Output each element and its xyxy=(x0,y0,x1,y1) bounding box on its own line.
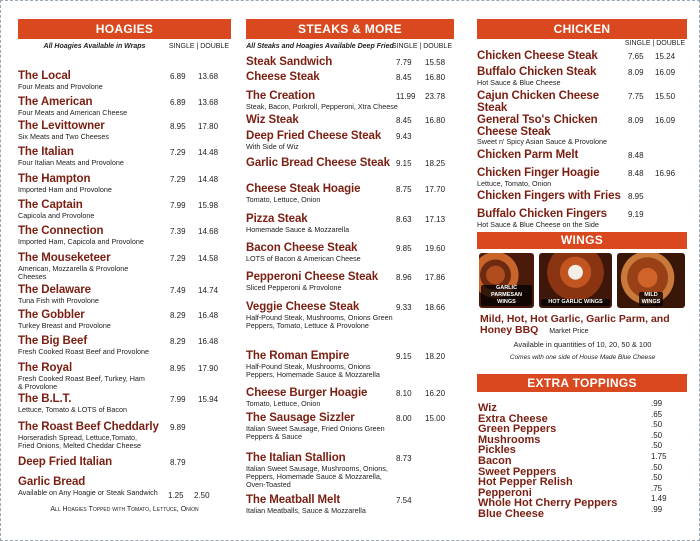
chicken-item xyxy=(477,168,687,188)
steak-item xyxy=(246,453,454,489)
steak-item-name: Steak Sandwich xyxy=(246,56,333,68)
hoagie-item-name: The Mouseketeer xyxy=(18,252,111,264)
hoagie-item-description: Four Meats and American Cheese xyxy=(18,107,128,117)
topping-price: .50 xyxy=(651,420,663,430)
chicken-item xyxy=(477,115,687,146)
hoagie-item-name: The Roast Beef Cheddarly xyxy=(18,421,159,433)
chicken-subheader xyxy=(477,41,687,49)
steak-item xyxy=(246,214,454,234)
chicken-item-single-price: 8.95 xyxy=(628,192,644,201)
chicken-item-double-price: 15.24 xyxy=(655,52,676,61)
hoagie-item-double-price: 14.68 xyxy=(198,227,219,236)
photo-label: GARLIC PARMESAN WINGS xyxy=(481,285,532,306)
steak-item-name: Deep Fried Cheese Steak xyxy=(246,130,382,142)
hoagie-item-name: Deep Fried Italian xyxy=(18,456,113,468)
wings-photos xyxy=(477,253,687,308)
hoagie-item-double-price: 14.58 xyxy=(198,254,219,263)
steak-item-description: With Side of Wiz xyxy=(246,141,299,151)
hoagie-item-single-price: 7.29 xyxy=(170,148,186,157)
wings-flavor-list: Mild, Hot, Hot Garlic, Garlic Parm, and Honey BBQ xyxy=(480,313,670,336)
steak-item-description: LOTS of Bacon & American Cheese xyxy=(246,253,361,263)
hoagie-item-description: Four Meats and Provolone xyxy=(18,81,103,91)
topping-price: 1.75 xyxy=(651,451,667,461)
hoagie-item xyxy=(18,71,231,91)
steak-item xyxy=(246,272,454,292)
chicken-item xyxy=(477,91,687,114)
topping-name: Hot Pepper Relish xyxy=(478,476,573,489)
hoagie-item-single-price: 8.29 xyxy=(170,337,186,346)
wings-info xyxy=(480,314,685,361)
topping-price: .75 xyxy=(651,483,663,493)
chicken-item-single-price: 8.48 xyxy=(628,151,644,160)
steak-item-single-price: 9.43 xyxy=(396,132,412,141)
steak-item-double-price: 18.66 xyxy=(425,303,446,312)
topping-name: Pickles xyxy=(478,444,516,457)
hoagie-item-description: Available on Any Hoagie or Steak Sandwich xyxy=(18,487,158,497)
steak-item-description: Half-Pound Steak, Mushrooms, Onions Green Peppers, Tomato, Lettuce & Provolone xyxy=(246,312,393,330)
steak-item-description: Tomato, Lettuce, Onion xyxy=(246,398,321,408)
steak-item-single-price: 8.75 xyxy=(396,185,412,194)
steak-item xyxy=(246,495,454,515)
steak-item-name: The Roman Empire xyxy=(246,350,350,362)
topping-price: .99 xyxy=(651,399,663,408)
hoagie-item-description: Six Meats and Two Cheeses xyxy=(18,131,109,141)
hoagie-item-single-price: 8.79 xyxy=(170,458,186,467)
steak-item-double-price: 17.86 xyxy=(425,273,446,282)
hoagie-item-name: The Levittowner xyxy=(18,120,105,132)
hoagie-item-description: Tuna Fish with Provolone xyxy=(18,295,99,305)
chicken-item-single-price: 7.65 xyxy=(628,52,644,61)
hoagie-item-double-price: 15.94 xyxy=(198,395,219,404)
steak-item-name: Bacon Cheese Steak xyxy=(246,242,358,254)
topping-item xyxy=(478,430,687,446)
steak-item-name: Garlic Bread Cheese Steak xyxy=(246,157,390,169)
chicken-item-name: Chicken Parm Melt xyxy=(477,149,579,161)
steak-item-description: Italian Sweet Sausage, Mushrooms, Onions, Peppers, Homemade Sauce & Mozzarella, Oven-Toasted xyxy=(246,463,388,489)
hoagie-item-description: Capicola and Provolone xyxy=(18,210,95,220)
hoagie-item-name: The Hampton xyxy=(18,173,91,185)
hoagie-item-name: The Big Beef xyxy=(18,335,88,347)
steak-item-double-price: 15.00 xyxy=(425,414,446,423)
topping-item xyxy=(478,504,687,520)
steaks-subheader xyxy=(246,42,454,55)
chicken-column xyxy=(477,19,687,229)
chicken-item-single-price: 9.19 xyxy=(628,210,644,219)
wings-section xyxy=(477,232,687,361)
steak-item xyxy=(246,91,454,111)
hoagie-item xyxy=(18,226,231,246)
hoagie-item xyxy=(18,174,231,194)
steaks-header: STEAKS & MORE xyxy=(246,19,454,39)
hoagie-item-single-price: 7.99 xyxy=(170,201,186,210)
steak-item-double-price: 23.78 xyxy=(425,92,446,101)
hoagie-item xyxy=(18,121,231,141)
steaks-size-header: SINGLE | DOUBLE xyxy=(391,43,452,50)
steak-item xyxy=(246,158,454,170)
hoagies-size-header: SINGLE | DOUBLE xyxy=(168,43,229,50)
steak-item-double-price: 16.80 xyxy=(425,116,446,125)
hoagie-item xyxy=(18,253,231,281)
steak-item-single-price: 8.45 xyxy=(396,116,412,125)
chicken-item-double-price: 16.96 xyxy=(655,169,676,178)
photo-label: HOT GARLIC WINGS xyxy=(541,299,610,306)
steak-item-double-price: 16.80 xyxy=(425,73,446,82)
hoagie-item-description: Imported Ham and Provolone xyxy=(18,184,112,194)
chicken-item-description: Hot Sauce & Blue Cheese xyxy=(477,77,561,87)
hoagie-item-single-price: 7.39 xyxy=(170,227,186,236)
hoagie-item-double-price: 16.48 xyxy=(198,311,219,320)
hoagie-item-single-price: 6.89 xyxy=(170,72,186,81)
hoagie-item-description: Fresh Cooked Roast Beef, Turkey, Ham & Provolone xyxy=(18,373,145,391)
hoagie-item-description: Horseradish Spread, Lettuce,Tomato, Fried Onions, Melted Cheddar Cheese xyxy=(18,432,142,450)
steak-item-description: Sliced Pepperoni & Provolone xyxy=(246,282,342,292)
steak-item-description: Tomato, Lettuce, Onion xyxy=(246,194,321,204)
topping-name: Mushrooms xyxy=(478,433,541,446)
wings-quantities: Available in quantities of 10, 20, 50 & 100 xyxy=(513,340,652,349)
hoagie-item-double-price: 14.48 xyxy=(198,148,219,157)
hoagie-item-description: Imported Ham, Capicola and Provolone xyxy=(18,236,144,246)
topping-price: .65 xyxy=(651,409,663,419)
toppings-header: EXTRA TOPPINGS xyxy=(477,374,687,392)
hoagie-item-single-price: 8.29 xyxy=(170,311,186,320)
hoagie-item-name: The B.L.T. xyxy=(18,393,72,405)
hoagie-item-double-price: 17.90 xyxy=(198,364,219,373)
chicken-item xyxy=(477,51,687,63)
steak-item-description: Steak, Bacon, Porkroll, Pepperoni, Xtra Cheese xyxy=(246,101,398,111)
topping-price: .50 xyxy=(651,473,663,483)
hoagie-item-single-price: 1.25 xyxy=(168,491,184,500)
steak-item-single-price: 8.45 xyxy=(396,73,412,82)
steak-item-single-price: 8.73 xyxy=(396,454,412,463)
topping-price: .50 xyxy=(651,441,663,451)
hoagie-item-single-price: 9.89 xyxy=(170,423,186,432)
chicken-item-name: Chicken Finger Hoagie xyxy=(477,167,600,179)
steak-item-single-price: 8.63 xyxy=(396,215,412,224)
hoagie-item xyxy=(18,457,231,469)
steak-item-double-price: 18.20 xyxy=(425,352,446,361)
steak-item xyxy=(246,57,454,69)
hoagie-item-description: Fresh Cooked Roast Beef and Provolone xyxy=(18,346,150,356)
steaks-column xyxy=(246,19,454,515)
hoagie-item-single-price: 7.29 xyxy=(170,254,186,263)
chicken-item xyxy=(477,150,687,162)
topping-name: Whole Hot Cherry Peppers xyxy=(478,497,618,510)
mild-wings-photo xyxy=(617,253,685,308)
steak-item xyxy=(246,413,454,441)
hoagie-item-single-price: 7.99 xyxy=(170,395,186,404)
toppings-section xyxy=(477,374,687,520)
hoagie-item xyxy=(18,422,231,450)
hoagie-item-double-price: 14.74 xyxy=(198,286,219,295)
chicken-item-name: Chicken Fingers with Fries xyxy=(477,190,621,202)
steak-item-name: The Meatball Melt xyxy=(246,494,341,506)
chicken-item-description: Hot Sauce & Blue Cheese on the Side xyxy=(477,219,599,229)
chicken-item-name: General Tso's Chicken Cheese Steak xyxy=(477,114,598,138)
hoagie-item xyxy=(18,97,231,117)
wings-blue-cheese-note: Comes with one side of House Made Blue Cheese xyxy=(509,354,656,361)
hoagie-item-name: The Gobbler xyxy=(18,309,85,321)
steak-item-single-price: 8.10 xyxy=(396,389,412,398)
hoagie-item xyxy=(18,363,231,391)
hoagie-item-double-price: 17.80 xyxy=(198,122,219,131)
hoagie-item-description: Turkey Breast and Provolone xyxy=(18,320,111,330)
hoagie-item-name: Garlic Bread xyxy=(18,476,86,488)
chicken-item xyxy=(477,209,687,229)
topping-name: Wiz xyxy=(478,402,497,414)
hoagie-item xyxy=(18,394,231,414)
hoagies-header: HOAGIES xyxy=(18,19,231,39)
steak-item xyxy=(246,243,454,263)
hoagie-item-name: The Delaware xyxy=(18,284,91,296)
hoagie-item xyxy=(18,200,231,220)
chicken-item-single-price: 8.09 xyxy=(628,68,644,77)
hoagie-item-description: Four Italian Meats and Provolone xyxy=(18,157,124,167)
chicken-item xyxy=(477,191,687,203)
steak-item xyxy=(246,72,454,84)
hoagie-item-name: The Connection xyxy=(18,225,104,237)
hoagie-item-double-price: 14.48 xyxy=(198,175,219,184)
hoagies-wrap-note: All Hoagies Available in Wraps xyxy=(43,43,146,50)
wings-header: WINGS xyxy=(477,232,687,249)
hot-garlic-wings-photo xyxy=(539,253,612,308)
hoagie-item-single-price: 6.89 xyxy=(170,98,186,107)
steak-item-name: The Italian Stallion xyxy=(246,452,346,464)
steak-item-single-price: 7.54 xyxy=(396,496,412,505)
hoagie-item-name: The Captain xyxy=(18,199,83,211)
steak-item-single-price: 7.79 xyxy=(396,58,412,67)
hoagie-item xyxy=(18,285,231,305)
steak-item-name: The Creation xyxy=(246,90,316,102)
steak-item-double-price: 19.60 xyxy=(425,244,446,253)
steak-item-name: Pizza Steak xyxy=(246,213,308,225)
hoagie-item-single-price: 8.95 xyxy=(170,122,186,131)
steak-item-name: Cheese Steak xyxy=(246,71,320,83)
steak-item xyxy=(246,302,454,330)
steak-item-single-price: 11.99 xyxy=(396,92,416,101)
steak-item-single-price: 9.85 xyxy=(396,244,412,253)
chicken-item-single-price: 8.48 xyxy=(628,169,644,178)
hoagie-item-double-price: 16.48 xyxy=(198,337,219,346)
steak-item-name: The Sausage Sizzler xyxy=(246,412,355,424)
hoagie-item-single-price: 7.49 xyxy=(170,286,186,295)
topping-item xyxy=(478,419,687,436)
topping-name: Green Peppers xyxy=(478,423,557,436)
steak-item-single-price: 9.15 xyxy=(396,352,412,361)
topping-name: Sweet Peppers xyxy=(478,465,557,478)
hoagies-column xyxy=(18,19,231,500)
chicken-item-name: Chicken Cheese Steak xyxy=(477,50,598,62)
steak-item-double-price: 16.20 xyxy=(425,389,446,398)
topping-price: .99 xyxy=(651,504,663,514)
hoagie-item-double-price: 13.68 xyxy=(198,98,219,107)
hoagie-item xyxy=(18,310,231,330)
chicken-item-double-price: 16.09 xyxy=(655,68,676,77)
steak-item-name: Cheese Steak Hoagie xyxy=(246,183,361,195)
steak-item-description: Italian Sweet Sausage, Fried Onions Green Peppers & Sauce xyxy=(246,423,385,441)
hoagie-item-double-price: 15.98 xyxy=(198,201,219,210)
chicken-item-name: Buffalo Chicken Steak xyxy=(477,66,597,78)
hoagie-item-single-price: 8.95 xyxy=(170,364,186,373)
topping-name: Pepperoni xyxy=(478,486,532,499)
hoagie-item-double-price: 2.50 xyxy=(194,491,210,500)
steak-item-double-price: 15.58 xyxy=(425,58,446,67)
hoagie-item-name: The Local xyxy=(18,70,71,82)
topping-name: Extra Cheese xyxy=(478,412,548,425)
steak-item-name: Wiz Steak xyxy=(246,114,299,126)
photo-label: MILD WINGS xyxy=(639,292,663,306)
chicken-size-header: SINGLE | DOUBLE xyxy=(624,40,685,47)
topping-price: .50 xyxy=(651,462,663,472)
topping-price: 1.49 xyxy=(651,494,667,504)
topping-list xyxy=(477,398,687,520)
steaks-deep-fried-note: All Steaks and Hoagies Available Deep Fried xyxy=(246,43,394,50)
chicken-item-single-price: 7.75 xyxy=(628,92,644,101)
steak-item-single-price: 8.00 xyxy=(396,414,412,423)
steak-item-single-price: 9.15 xyxy=(396,159,412,168)
wings-price: Market Price xyxy=(549,328,589,335)
hoagies-subheader xyxy=(18,42,231,55)
hoagies-footer: All Hoagies Topped with Tomato, Lettuce, Onion xyxy=(50,506,199,513)
chicken-item-name: Cajun Chicken Cheese Steak xyxy=(477,90,599,114)
hoagie-item-single-price: 7.29 xyxy=(170,175,186,184)
chicken-item-description: Lettuce, Tomato, Onion xyxy=(477,178,552,188)
chicken-item-name: Buffalo Chicken Fingers xyxy=(477,208,607,220)
hoagie-item-description: American, Mozzarella & Provolone Cheeses xyxy=(18,263,129,281)
topping-name: Bacon xyxy=(478,454,512,467)
steak-item-name: Veggie Cheese Steak xyxy=(246,301,360,313)
steak-item-single-price: 9.33 xyxy=(396,303,412,312)
steak-item xyxy=(246,388,454,408)
hoagie-item-name: The Italian xyxy=(18,146,74,158)
steak-item-double-price: 17.13 xyxy=(425,215,446,224)
topping-item xyxy=(478,462,687,478)
chicken-header: CHICKEN xyxy=(477,19,687,39)
steak-item-double-price: 18.25 xyxy=(425,159,446,168)
steak-item xyxy=(246,131,454,151)
hoagie-item-description: Lettuce, Tomato & LOTS of Bacon xyxy=(18,404,127,414)
chicken-item-single-price: 8.09 xyxy=(628,116,644,125)
steak-item-description: Italian Meatballs, Sauce & Mozzarella xyxy=(246,505,366,515)
steak-item-description: Homemade Sauce & Mozzarella xyxy=(246,224,350,234)
steak-item-single-price: 8.96 xyxy=(396,273,412,282)
steak-item xyxy=(246,184,454,204)
hoagie-item-name: The American xyxy=(18,96,93,108)
steak-item-name: Cheese Burger Hoagie xyxy=(246,387,368,399)
hoagie-item-double-price: 13.68 xyxy=(198,72,219,81)
chicken-item-description: Sweet n' Spicy Asian Sauce & Provolone xyxy=(477,137,608,146)
wings-flavors xyxy=(480,314,685,337)
topping-name: Blue Cheese xyxy=(478,507,545,520)
chicken-item-double-price: 16.09 xyxy=(655,116,676,125)
hoagie-item xyxy=(18,147,231,167)
chicken-item xyxy=(477,67,687,87)
steak-item xyxy=(246,115,454,127)
hoagie-item xyxy=(18,336,231,356)
topping-price: .50 xyxy=(651,430,663,440)
hoagie-item xyxy=(18,476,231,500)
chicken-item-double-price: 15.50 xyxy=(655,92,676,101)
steak-item-double-price: 17.70 xyxy=(425,185,446,194)
garlic-parmesan-wings-photo xyxy=(479,253,534,308)
steak-item xyxy=(246,351,454,379)
steak-item-name: Pepperoni Cheese Steak xyxy=(246,271,379,283)
hoagie-item-name: The Royal xyxy=(18,362,73,374)
steak-item-description: Half-Pound Steak, Mushrooms, Onions Peppers, Homemade Sauce & Mozzarella xyxy=(246,361,380,379)
